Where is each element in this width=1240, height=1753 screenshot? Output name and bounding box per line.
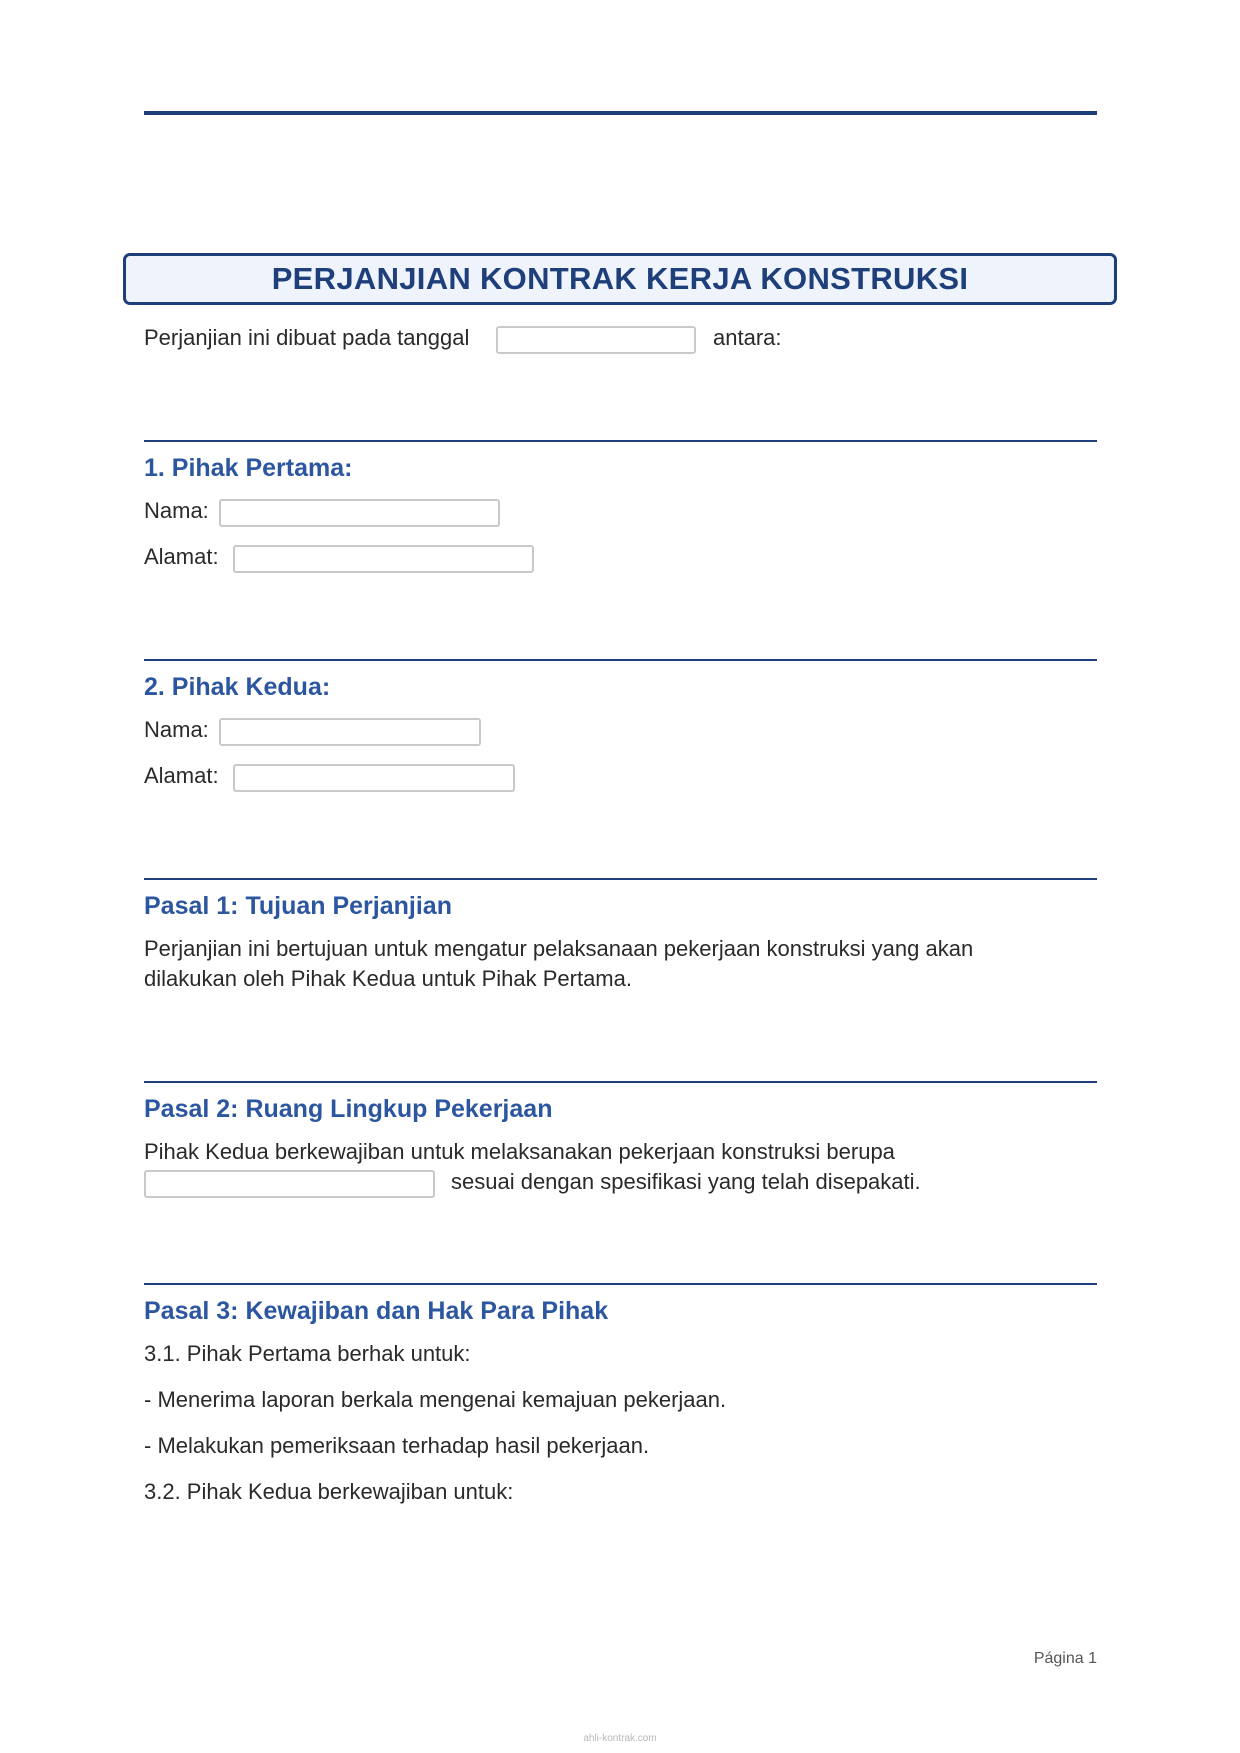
pihak-kedua-nama-label: Nama: [144, 717, 209, 742]
top-rule [144, 111, 1097, 115]
pihak-kedua-alamat-label: Alamat: [144, 763, 219, 788]
pasal-1-heading: Pasal 1: Tujuan Perjanjian [144, 892, 452, 920]
section-divider [144, 659, 1097, 661]
section-divider [144, 1283, 1097, 1285]
document-title: PERJANJIAN KONTRAK KERJA KONSTRUKSI [271, 261, 969, 296]
document-title-box [123, 253, 1117, 305]
pasal-3-heading: Pasal 3: Kewajiban dan Hak Para Pihak [144, 1297, 609, 1325]
section-divider [144, 878, 1097, 880]
pihak-pertama-heading: 1. Pihak Pertama: [144, 454, 353, 482]
pihak-pertama-nama-label: Nama: [144, 498, 209, 523]
intro-text-after: antara: [713, 325, 782, 350]
pihak-pertama-nama-field[interactable] [219, 499, 500, 527]
pasal-2-text-line-1: Pihak Kedua berkewajiban untuk melaksanakan pekerjaan konstruksi berupa [144, 1139, 895, 1164]
section-divider [144, 440, 1097, 442]
pasal-3-item: 3.2. Pihak Kedua berkewajiban untuk: [144, 1479, 514, 1504]
pasal-2-text-line-2: sesuai dengan spesifikasi yang telah disepakati. [451, 1169, 921, 1194]
pihak-kedua-heading: 2. Pihak Kedua: [144, 673, 331, 701]
page-number: Página 1 [1033, 1650, 1097, 1667]
agreement-date-field[interactable] [496, 326, 696, 354]
pihak-pertama-alamat-field[interactable] [233, 545, 534, 573]
intro-text: Perjanjian ini dibuat pada tanggal [144, 325, 470, 350]
pihak-kedua-alamat-field[interactable] [233, 764, 515, 792]
pasal-2-heading: Pasal 2: Ruang Lingkup Pekerjaan [144, 1095, 553, 1123]
pasal-3-item: - Menerima laporan berkala mengenai kemajuan pekerjaan. [144, 1387, 727, 1412]
pasal-3-item: 3.1. Pihak Pertama berhak untuk: [144, 1341, 471, 1366]
section-divider [144, 1081, 1097, 1083]
pihak-pertama-alamat-label: Alamat: [144, 544, 219, 569]
pasal-3-item: - Melakukan pemeriksaan terhadap hasil pekerjaan. [144, 1433, 650, 1458]
pasal-1-text-line-1: Perjanjian ini bertujuan untuk mengatur pelaksanaan pekerjaan konstruksi yang akan [144, 936, 974, 961]
pihak-kedua-nama-field[interactable] [219, 718, 481, 746]
pasal-1-text-line-2: dilakukan oleh Pihak Kedua untuk Pihak Pertama. [144, 966, 632, 991]
watermark-text: ahli-kontrak.com [583, 1733, 657, 1744]
pasal-2-scope-field[interactable] [144, 1170, 435, 1198]
